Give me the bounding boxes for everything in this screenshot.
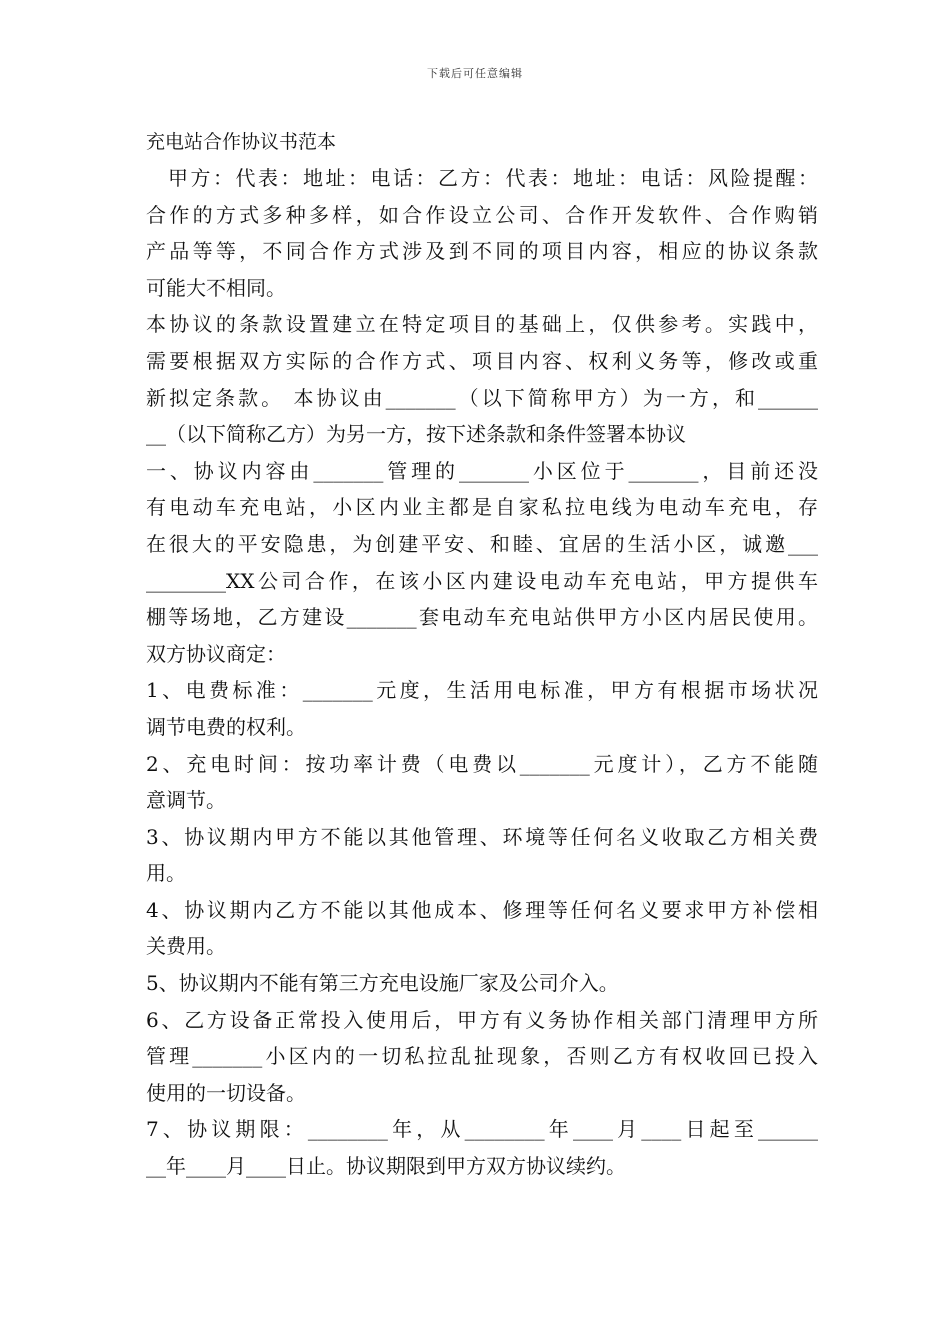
document-body bbox=[146, 124, 818, 1185]
document-line: 4、协议期内乙方不能以其他成本、修理等任何名义要求甲方补偿相 bbox=[146, 897, 818, 922]
document-line: 一、协议内容由_______管理的_______小区位于_______，目前还没 bbox=[146, 458, 818, 483]
document-line: 新拟定条款。 本协议由_______（以下简称甲方）为一方，和______ bbox=[146, 385, 818, 410]
document-line: 本协议的条款设置建立在特定项目的基础上，仅供参考。实践中， bbox=[146, 312, 818, 337]
document-line: 意调节。 bbox=[146, 788, 226, 813]
document-line: 双方协议商定： bbox=[146, 641, 286, 666]
document-line: ________XX公司合作，在该小区内建设电动车充电站，甲方提供车 bbox=[146, 568, 818, 593]
document-line: __年____月____日止。协议期限到甲方双方协议续约。 bbox=[146, 1154, 626, 1179]
document-line: 在很大的平安隐患，为创建平安、和睦、宜居的生活小区，诚邀___ bbox=[146, 531, 818, 556]
document-line: 2、充电时间：按功率计费（电费以_______元度计），乙方不能随 bbox=[146, 751, 818, 776]
document-line: 关费用。 bbox=[146, 934, 226, 959]
document-line: 合作的方式多种多样，如合作设立公司、合作开发软件、合作购销 bbox=[146, 202, 818, 227]
document-line: 6、乙方设备正常投入使用后，甲方有义务协作相关部门清理甲方所 bbox=[146, 1007, 818, 1032]
document-line: 可能大不相同。 bbox=[146, 275, 286, 300]
page-header-note: 下载后可任意编辑 bbox=[427, 67, 523, 80]
document-line: 用。 bbox=[146, 861, 186, 886]
document-line: 调节电费的权利。 bbox=[146, 714, 306, 739]
document-line: 1、电费标准：_______元度，生活用电标准，甲方有根据市场状况 bbox=[146, 678, 818, 703]
document-line: __（以下简称乙方）为另一方，按下述条款和条件签署本协议 bbox=[146, 422, 686, 447]
document-line: 棚等场地，乙方建设_______套电动车充电站供甲方小区内居民使用。 bbox=[146, 605, 818, 630]
document-line: 7、协议期限：________年，从________年____月____日起至______ bbox=[146, 1117, 818, 1142]
document-line: 使用的一切设备。 bbox=[146, 1080, 306, 1105]
document-line: 管理_______小区内的一切私拉乱扯现象，否则乙方有权收回已投入 bbox=[146, 1044, 818, 1069]
document-title: 充电站合作协议书范本 bbox=[146, 131, 337, 153]
document-line: 5、协议期内不能有第三方充电设施厂家及公司介入。 bbox=[146, 971, 619, 996]
document-line: 3、协议期内甲方不能以其他管理、环境等任何名义收取乙方相关费 bbox=[146, 824, 818, 849]
document-line: 需要根据双方实际的合作方式、项目内容、权利义务等，修改或重 bbox=[146, 348, 818, 373]
document-line: 甲方：代表：地址：电话：乙方：代表：地址：电话：风险提醒： bbox=[168, 166, 818, 190]
document-line: 有电动车充电站，小区内业主都是自家私拉电线为电动车充电，存 bbox=[146, 495, 818, 520]
document-line: 产品等等，不同合作方式涉及到不同的项目内容，相应的协议条款 bbox=[146, 239, 818, 264]
